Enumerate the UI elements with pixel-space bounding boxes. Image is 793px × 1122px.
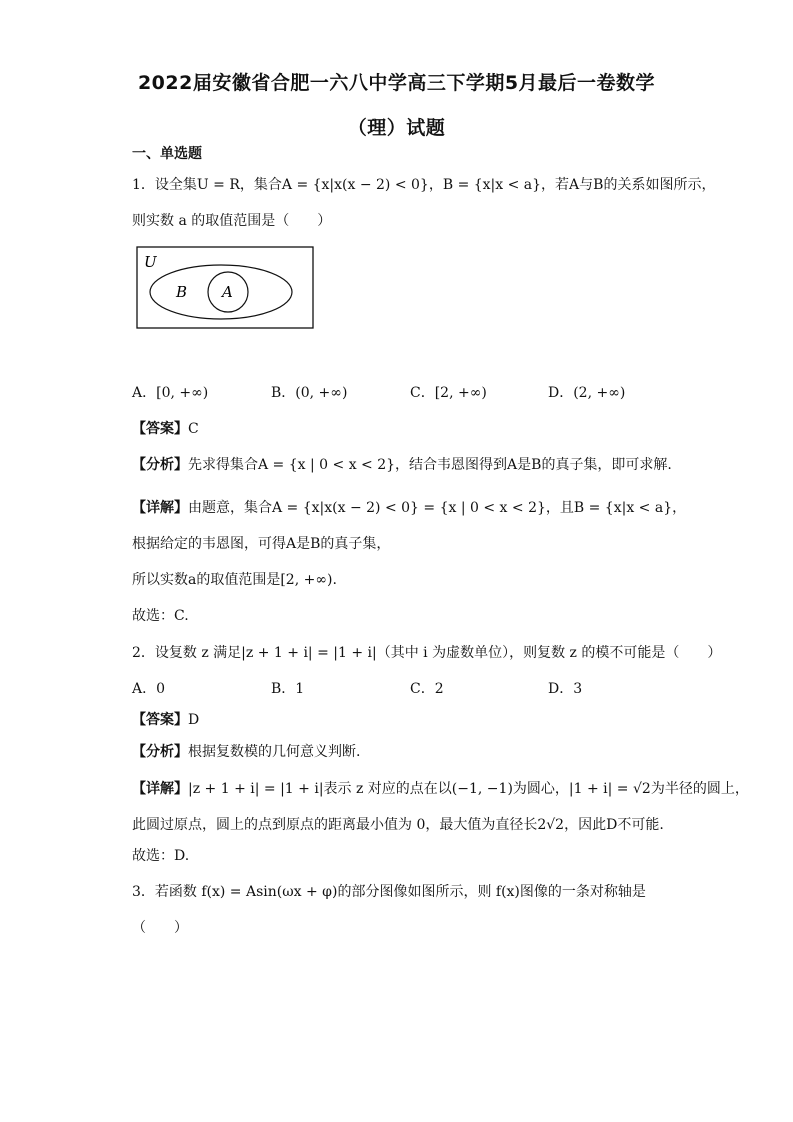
- venn-set-a-label: A: [222, 283, 233, 301]
- q1-detail-line-3: 所以实数a的取值范围是[2, +∞).: [132, 572, 337, 588]
- q1-answer: [132, 419, 199, 439]
- title-line-1: 2022届安徽省合肥一六八中学高三下学期5月最后一卷数学: [137, 72, 656, 94]
- q1-choose: 故选：C.: [132, 608, 189, 624]
- q1-stem-line-2: 则实数 a 的取值范围是（ ）: [132, 213, 332, 229]
- q2-stem: 2．设复数 z 满足|z + 1 + i| = |1 + i|（其中 i 为虚数单位），则复数 z 的模不可能是（ ）: [132, 645, 722, 661]
- detail-text: |z + 1 + i| = |1 + i|表示 z 对应的点在以(−1, −1)为圆心，|1 + i| = √2为半径的圆上，: [188, 781, 749, 797]
- q1-stem-line-1: 1．设全集U = R，集合A = {x|x(x − 2) < 0}，B = {x|x < a}，若A与B的关系如图所示，: [132, 177, 716, 193]
- venn-diagram: [136, 246, 316, 330]
- analysis-tag: 【分析】: [132, 457, 188, 473]
- answer-tag: 【答案】: [132, 712, 188, 728]
- q1-option-b: B．(0, +∞): [271, 385, 348, 401]
- q2-analysis: [132, 742, 360, 762]
- q3-stem-line-1: 3．若函数 f(x) = Asin(ωx + φ)的部分图像如图所示，则 f(x)图像的一条对称轴是: [132, 884, 646, 900]
- detail-tag: 【详解】: [132, 781, 188, 797]
- answer-value: D: [188, 712, 200, 728]
- q2-option-a: A．0: [132, 681, 166, 697]
- title-line-2: （理）试题: [347, 117, 446, 139]
- q1-detail-line-2: 根据给定的韦恩图，可得A是B的真子集，: [132, 536, 391, 552]
- q1-detail: [132, 498, 686, 518]
- venn-set-b-label: B: [176, 283, 188, 301]
- section-heading: 一、单选题: [132, 146, 202, 162]
- q1-analysis: [132, 455, 672, 475]
- q2-answer: [132, 710, 199, 730]
- venn-universe-label: U: [144, 253, 157, 271]
- q1-option-c: C．[2, +∞): [410, 385, 487, 401]
- q2-option-c: C．2: [410, 681, 444, 697]
- q2-option-b: B．1: [271, 681, 305, 697]
- answer-value: C: [188, 421, 199, 437]
- q3-stem-line-2: （ ）: [132, 920, 188, 936]
- q2-option-d: D．3: [548, 681, 583, 697]
- q1-option-a: A．[0, +∞): [132, 385, 209, 401]
- analysis-text: 根据复数模的几何意义判断.: [188, 744, 361, 760]
- detail-tag: 【详解】: [132, 500, 188, 516]
- analysis-text: 先求得集合A = {x | 0 < x < 2}，结合韦恩图得到A是B的真子集，即可求解.: [188, 457, 672, 473]
- q2-detail: [132, 779, 749, 799]
- analysis-tag: 【分析】: [132, 744, 188, 760]
- q1-option-d: D．(2, +∞): [548, 385, 626, 401]
- q2-choose: 故选：D.: [132, 848, 190, 864]
- detail-text: 由题意，集合A = {x|x(x − 2) < 0} = {x | 0 < x < 2}，且B = {x|x < a}，: [188, 500, 687, 516]
- q2-detail-line-2: 此圆过原点，圆上的点到原点的距离最小值为 0，最大值为直径长2√2，因此D不可能.: [132, 817, 664, 833]
- answer-tag: 【答案】: [132, 421, 188, 437]
